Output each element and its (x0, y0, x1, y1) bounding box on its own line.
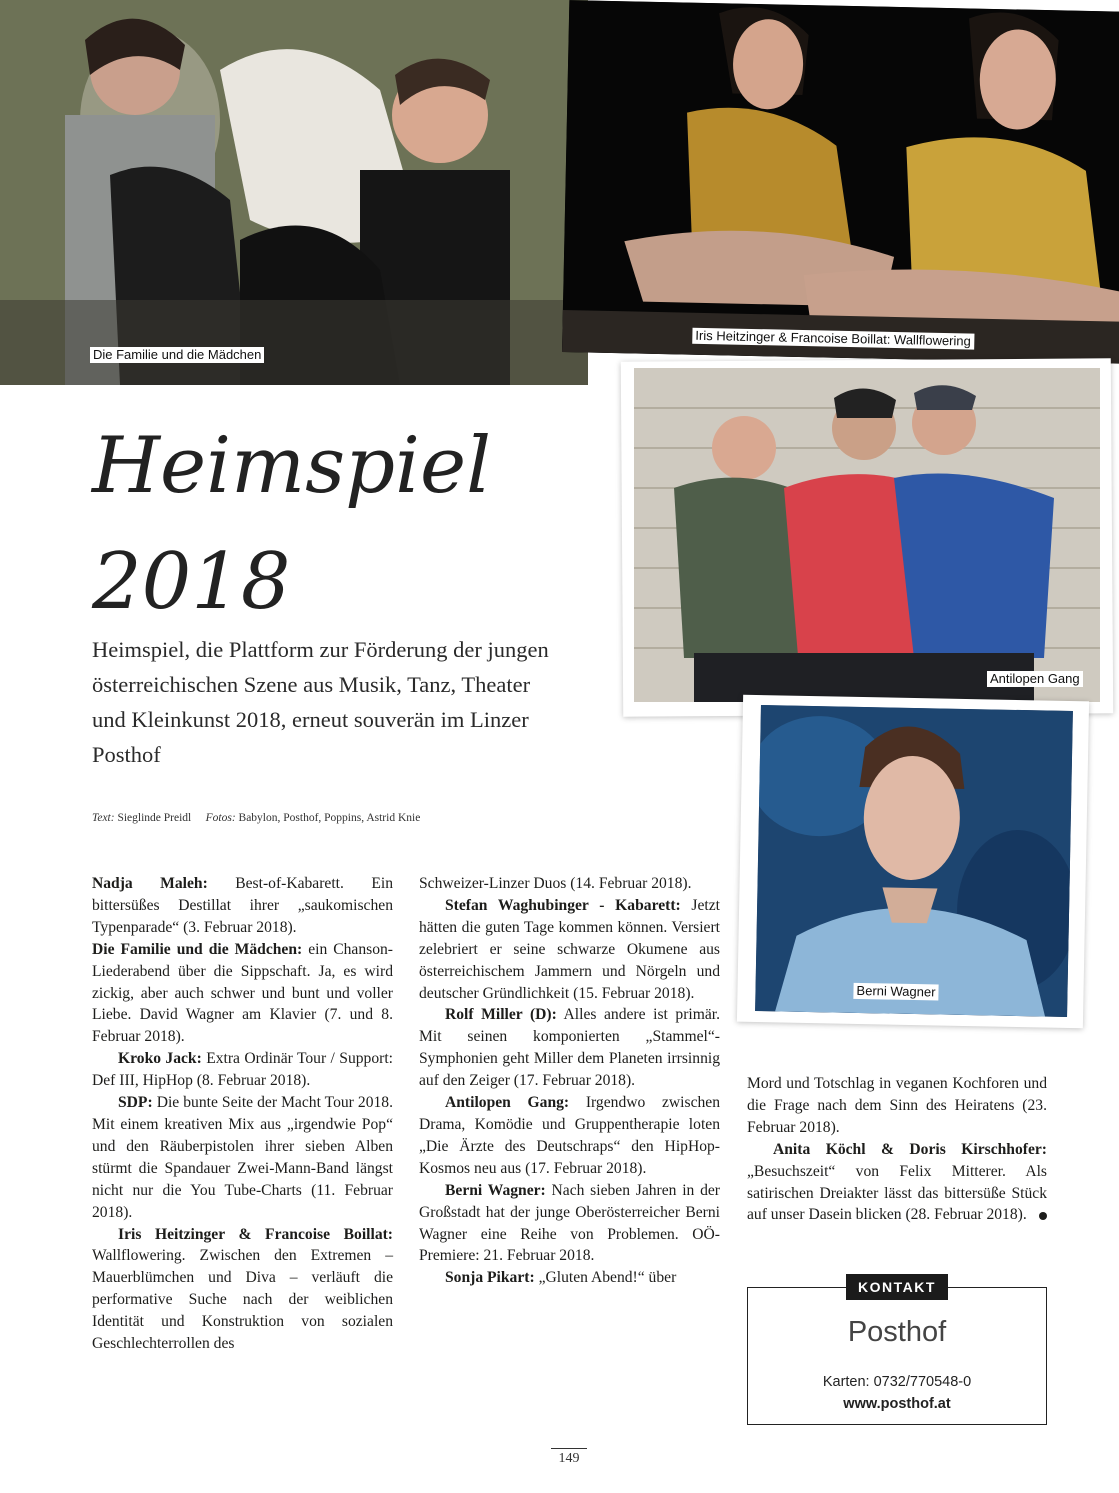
entry-text: „Gluten Abend!“ über (534, 1269, 677, 1287)
kontakt-name: Posthof (847, 1316, 947, 1348)
entry (419, 1267, 720, 1289)
credits-photo-label: Fotos: (205, 812, 236, 824)
headline-line-1: Heimspiel (92, 421, 492, 511)
entry (92, 939, 393, 1049)
entry-name: Berni Wagner: (445, 1181, 546, 1199)
article-column-2 (419, 873, 720, 1289)
kontakt-box (747, 1287, 1047, 1425)
entry-text: Extra Ordinär Tour / Support: Def III, HipHop (8. Februar 2018). (92, 1050, 393, 1090)
entry-name: Stefan Waghubinger - Kabarett: (445, 896, 681, 914)
entry-continued (419, 873, 720, 895)
entry (92, 1224, 393, 1355)
entry-name: Anita Köchl & Doris Kirschhofer: (773, 1140, 1047, 1158)
entry (419, 895, 720, 1005)
entry-text: Schweizer-Linzer Duos (14. Februar 2018). (419, 875, 692, 892)
entry-name: Sonja Pikart: (445, 1269, 535, 1287)
entry-text: Best-of-Kabarett. Ein bittersüßes Destillat ihrer „saukomischen Typenparade“ (3. Februar 2018). (92, 875, 393, 936)
entry-name: Iris Heitzinger & Francoise Boillat: (118, 1225, 393, 1243)
entry-text: Nach sieben Jahren in der Großstadt hat der junge Oberösterreicher Berni Wagner eine Reihe von Problemen. OÖ-Premiere: 21. Februar 2018. (419, 1181, 721, 1265)
entry (92, 1092, 393, 1223)
entry-text: „Besuchszeit“ von Felix Mitterer. Als satirischen Dreiakter lässt das bittersüße Stück auf unser Dasein blicken (28. Februar 2018). (747, 1162, 1047, 1224)
entry-continued (747, 1073, 1047, 1139)
photo-caption: Iris Heitzinger & Francoise Boillat: Wallflowering (692, 328, 974, 350)
entry-text: ein Chanson-Liederabend über die Sippschaft. Ja, es wird zickig, aber auch schwer und bunt und voller Liebe. David Wagner am Klavier (7. und 8. Februar 2018). (92, 940, 393, 1046)
article-column-1 (92, 873, 393, 1355)
photo-berni-wagner (755, 705, 1073, 1017)
entry (747, 1139, 1047, 1227)
entry (419, 1180, 720, 1268)
entry-text: Mord und Totschlag in veganen Kochforen und die Frage nach dem Sinn des Heiratens (23. Februar 2018). (747, 1075, 1047, 1136)
credits (92, 812, 420, 824)
portrait-photo-illustration (755, 705, 1073, 1017)
performers-photo-illustration (562, 0, 1119, 364)
band-photo-illustration (634, 368, 1100, 702)
entry (419, 1092, 720, 1180)
headline-line-2: 2018 (92, 537, 291, 627)
entry-text: Irgendwo zwischen Drama, Komödie und Gruppentherapie loten „Die Ärzte des Deutschraps“ den HipHop-Kosmos neu aus (17. Februar 2018). (419, 1094, 721, 1177)
kontakt-website-link[interactable]: www.posthof.at (843, 1396, 951, 1412)
photo-antilopen-gang (634, 368, 1100, 702)
entry-name: Antilopen Gang: (445, 1094, 570, 1112)
photo-caption: Die Familie und die Mädchen (90, 347, 264, 363)
photo-caption: Berni Wagner (853, 983, 938, 1001)
photo-die-familie (0, 0, 588, 385)
entry-text: Jetzt hätten die guten Tage kommen können. Versiert zelebriert er seine schwarze Okumene aus österreichischem Jammern und Nörgeln und deutscher Gründlichkeit (15. Februar 2018). (419, 896, 720, 1002)
entry-text: Die bunte Seite der Macht Tour 2018. Mit einem kreativen Mix aus „irgendwie Pop“ und den Räuberpistolen ihrer sieben Alben stürmt die Spandauer Zwei-Mann-Band längst nicht nur die You Tube-Charts (11. Februar 2018). (92, 1094, 393, 1221)
entry (92, 1048, 393, 1092)
credits-photo-value: Babylon, Posthof, Poppins, Astrid Knie (238, 812, 421, 824)
page-number: 149 (551, 1448, 587, 1467)
credits-text-label: Text: (92, 812, 115, 824)
goat-photo-illustration (0, 0, 588, 385)
kontakt-phone: Karten: 0732/770548-0 (822, 1374, 972, 1390)
entry-name: Rolf Miller (D): (445, 1006, 557, 1024)
entry-name: Kroko Jack: (118, 1050, 202, 1068)
entry-name: SDP: (118, 1094, 153, 1112)
entry (419, 1004, 720, 1092)
kontakt-label: KONTAKT (846, 1274, 948, 1300)
photo-wallflowering (562, 0, 1119, 364)
entry-text: Wallflowering. Zwischen den Extremen – Mauerblümchen und Diva – verläuft die performative Suche nach der weiblichen Identität und Konstruktion von sozialen Geschlechterrollen des (92, 1247, 393, 1353)
photo-caption: Antilopen Gang (987, 671, 1083, 687)
entry (92, 873, 393, 939)
entry-name: Nadja Maleh: (92, 875, 208, 892)
entry-text: Alles andere ist primär. Mit seinen komponierten „Stammel“-Symphonien geht Miller dem Planeten irrsinnig auf den Zeiger (17. Februar 2018). (419, 1006, 720, 1090)
article-column-3 (747, 1073, 1047, 1226)
end-mark-icon (1039, 1212, 1047, 1220)
lead-paragraph: Heimspiel, die Plattform zur Förderung der jungen österreichischen Szene aus Musik, Tanz, Theater und Kleinkunst 2018, erneut souverän im Linzer Posthof (92, 637, 549, 767)
entry-name: Die Familie und die Mädchen: (92, 940, 303, 958)
headline (92, 408, 612, 640)
credits-text-value: Sieglinde Preidl (117, 812, 192, 824)
